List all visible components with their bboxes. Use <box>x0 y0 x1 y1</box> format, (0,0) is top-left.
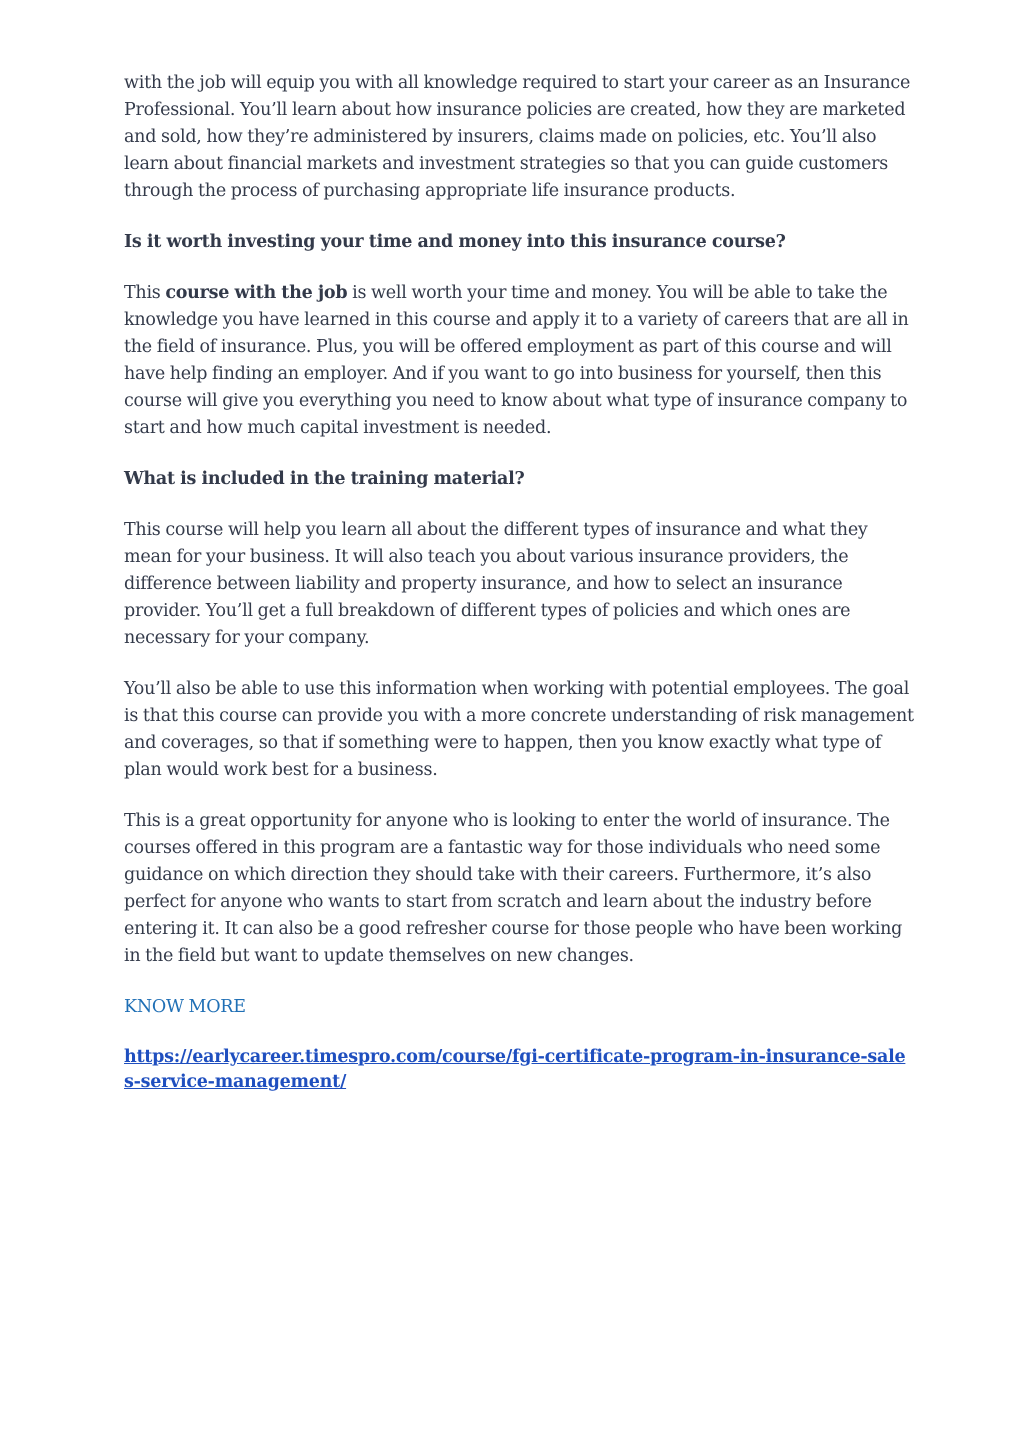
worth-paragraph-bold: course with the job <box>165 283 348 303</box>
worth-paragraph-suffix: is well worth your time and money. You will be able to take the knowledge you have learned in this course and apply it to a variety of careers that are all in the field of insurance. Plus, you will be offered employment as part of this course and will have help finding an employer. And if you want to go into business for yourself, then this course will give you everything you need to know about what type of insurance company to start and how much capital investment is needed. <box>124 283 909 438</box>
document-page <box>124 70 914 1095</box>
included-paragraph-1: This course will help you learn all about the different types of insurance and what they mean for your business. It will also teach you about various insurance providers, the difference between liability and property insurance, and how to select an insurance provider. You’ll get a full breakdown of different types of policies and which ones are necessary for your company. <box>124 520 868 648</box>
included-paragraph-2: You’ll also be able to use this information when working with potential employees. The goal is that this course can provide you with a more concrete understanding of risk management and coverages, so that if something were to happen, then you know exactly what type of plan would work best for a business. <box>124 679 914 780</box>
included-paragraph-3: This is a great opportunity for anyone who is looking to enter the world of insurance. The courses offered in this program are a fantastic way for those individuals who need some guidance on which direction they should take with their careers. Furthermore, it’s also perfect for anyone who wants to start from scratch and learn about the industry before entering it. It can also be a good refresher course for those people who have been working in the field but want to update themselves on new changes. <box>124 811 903 966</box>
worth-paragraph <box>124 280 914 442</box>
intro-paragraph: with the job will equip you with all knowledge required to start your career as an Insurance Professional. You’ll learn about how insurance policies are created, how they are marketed and sold, how they’re administered by insurers, claims made on policies, etc. You’ll also learn about financial markets and investment strategies so that you can guide customers through the process of purchasing appropriate life insurance products. <box>124 73 911 201</box>
know-more-label: KNOW MORE <box>124 997 246 1017</box>
worth-paragraph-prefix: This <box>124 283 166 303</box>
course-link[interactable]: https://earlycareer.timespro.com/course/fgi-certificate-program-in-insurance-sales-service-management/ <box>124 1047 906 1092</box>
heading-worth-investing: Is it worth investing your time and money into this insurance course? <box>124 232 786 252</box>
heading-training-material: What is included in the training material? <box>124 469 525 489</box>
